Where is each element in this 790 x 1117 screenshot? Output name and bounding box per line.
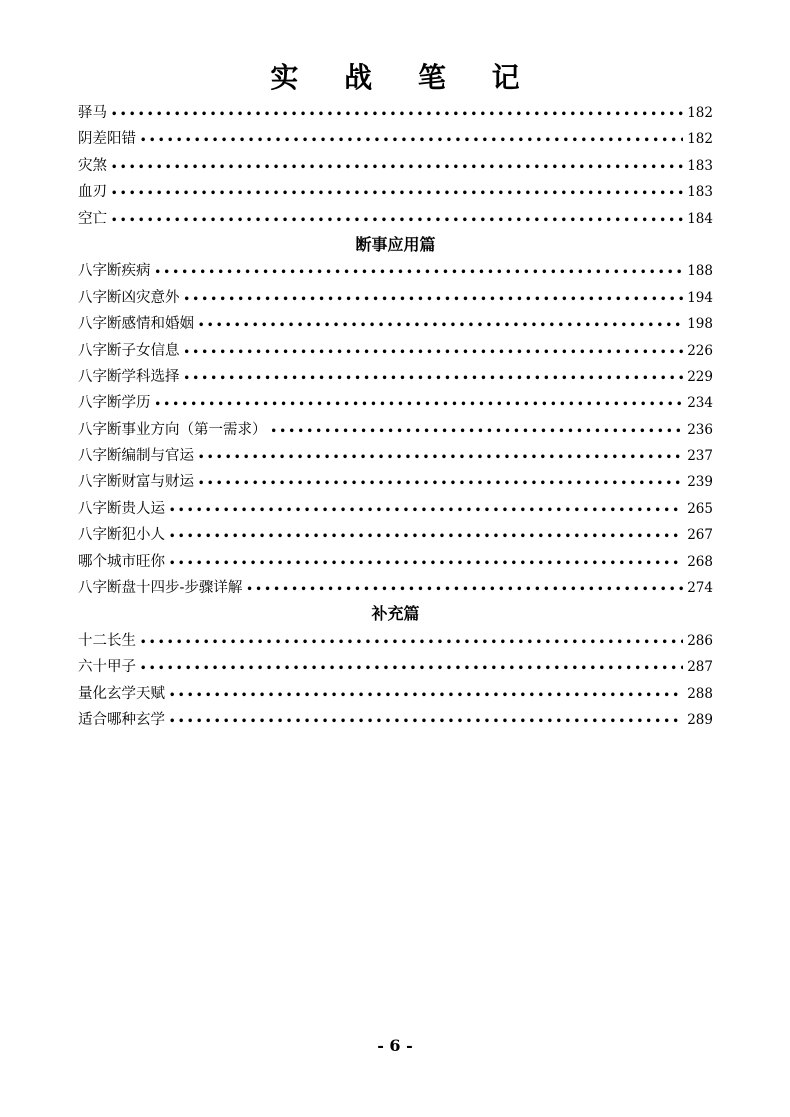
toc-entry[interactable] (78, 100, 713, 126)
toc-entry-label: 八字断盘十四步-步骤详解 (78, 580, 243, 597)
toc-entry-label: 八字断疾病 (78, 263, 151, 280)
dot-leader (184, 366, 684, 392)
toc-entry-page-number: 239 (687, 474, 713, 491)
toc-entry[interactable] (78, 496, 713, 522)
section-heading: 补充篇 (371, 604, 420, 624)
table-of-contents (78, 100, 713, 733)
toc-entry[interactable] (78, 681, 713, 707)
toc-entry-label: 八字断财富与财运 (78, 474, 194, 491)
dot-leader (155, 260, 684, 286)
toc-entry-label: 八字断学历 (78, 395, 151, 412)
dot-leader (140, 630, 683, 656)
dot-leader (184, 340, 684, 366)
toc-entry-page-number: 274 (687, 580, 713, 597)
toc-entry[interactable] (78, 575, 713, 601)
section-heading: 断事应用篇 (355, 234, 436, 254)
toc-entry-page-number: 237 (687, 448, 713, 465)
dot-leader (155, 392, 684, 418)
dot-leader (169, 498, 683, 524)
toc-entry[interactable] (78, 364, 713, 390)
toc-entry[interactable] (78, 549, 713, 575)
toc-entry-page-number: 194 (687, 289, 713, 306)
toc-entry[interactable] (78, 390, 713, 416)
toc-entry-label: 六十甲子 (78, 659, 136, 676)
dot-leader (271, 419, 684, 445)
toc-entry-page-number: 234 (687, 395, 713, 412)
toc-entry[interactable] (78, 628, 713, 654)
toc-entry[interactable] (78, 443, 713, 469)
page-number-footer: - 6 - (377, 1036, 413, 1055)
toc-entry-page-number: 268 (687, 553, 713, 570)
toc-entry-label: 八字断贵人运 (78, 500, 165, 517)
toc-entry[interactable] (78, 285, 713, 311)
dot-leader (198, 471, 683, 497)
toc-entry-page-number: 229 (687, 368, 713, 385)
toc-entry-label: 灾煞 (78, 157, 107, 174)
toc-entry-label: 血刃 (78, 184, 107, 201)
toc-entry-page-number: 289 (687, 711, 713, 728)
toc-entry-page-number: 184 (687, 210, 713, 227)
toc-entry-label: 八字断子女信息 (78, 342, 180, 359)
toc-entry[interactable] (78, 153, 713, 179)
toc-entry-page-number: 267 (687, 527, 713, 544)
toc-entry-page-number: 286 (687, 632, 713, 649)
dot-leader (169, 551, 683, 577)
dot-leader (169, 524, 683, 550)
dot-leader (140, 656, 683, 682)
dot-leader (111, 102, 683, 128)
dot-leader (198, 445, 683, 471)
toc-entry-label: 八字断感情和婚姻 (78, 316, 194, 333)
dot-leader (184, 287, 684, 313)
toc-entry-label: 空亡 (78, 210, 107, 227)
dot-leader (111, 208, 683, 234)
toc-entry[interactable] (78, 126, 713, 152)
toc-entry-label: 八字断犯小人 (78, 527, 165, 544)
toc-entry[interactable] (78, 206, 713, 232)
toc-entry-page-number: 236 (687, 421, 713, 438)
toc-entry-label: 十二长生 (78, 632, 136, 649)
toc-entry-label: 八字断学科选择 (78, 368, 180, 385)
toc-entry[interactable] (78, 707, 713, 733)
toc-entry-label: 驿马 (78, 105, 107, 121)
toc-entry-page-number: 183 (687, 157, 713, 174)
toc-entry-page-number: 183 (687, 184, 713, 201)
page-title: 实 战 笔 记 (270, 61, 538, 94)
toc-entry[interactable] (78, 258, 713, 284)
toc-entry-page-number: 265 (687, 500, 713, 517)
dot-leader (111, 155, 683, 181)
toc-entry[interactable] (78, 179, 713, 205)
toc-entry-page-number: 226 (687, 342, 713, 359)
dot-leader (111, 181, 683, 207)
toc-entry-label: 哪个城市旺你 (78, 553, 165, 570)
toc-entry-page-number: 188 (687, 263, 713, 280)
dot-leader (198, 313, 683, 339)
toc-entry-page-number: 287 (687, 659, 713, 676)
toc-entry[interactable] (78, 522, 713, 548)
toc-entry[interactable] (78, 311, 713, 337)
dot-leader (246, 577, 683, 603)
toc-entry-label: 八字断凶灾意外 (78, 289, 180, 306)
toc-entry-label: 适合哪种玄学 (78, 711, 165, 728)
toc-entry-page-number: 288 (687, 685, 713, 702)
toc-entry[interactable] (78, 654, 713, 680)
toc-entry[interactable] (78, 338, 713, 364)
dot-leader (169, 709, 683, 735)
toc-entry-page-number: 198 (687, 316, 713, 333)
toc-entry-page-number: 182 (687, 131, 713, 148)
toc-entry-label: 八字断事业方向（第一需求） (78, 421, 267, 438)
toc-entry-label: 量化玄学天赋 (78, 685, 165, 702)
toc-entry-label: 八字断编制与官运 (78, 448, 194, 465)
toc-entry-page-number: 182 (687, 105, 713, 121)
toc-entry[interactable] (78, 417, 713, 443)
toc-entry[interactable] (78, 469, 713, 495)
dot-leader (140, 128, 683, 154)
toc-entry-label: 阴差阳错 (78, 131, 136, 148)
dot-leader (169, 683, 683, 709)
